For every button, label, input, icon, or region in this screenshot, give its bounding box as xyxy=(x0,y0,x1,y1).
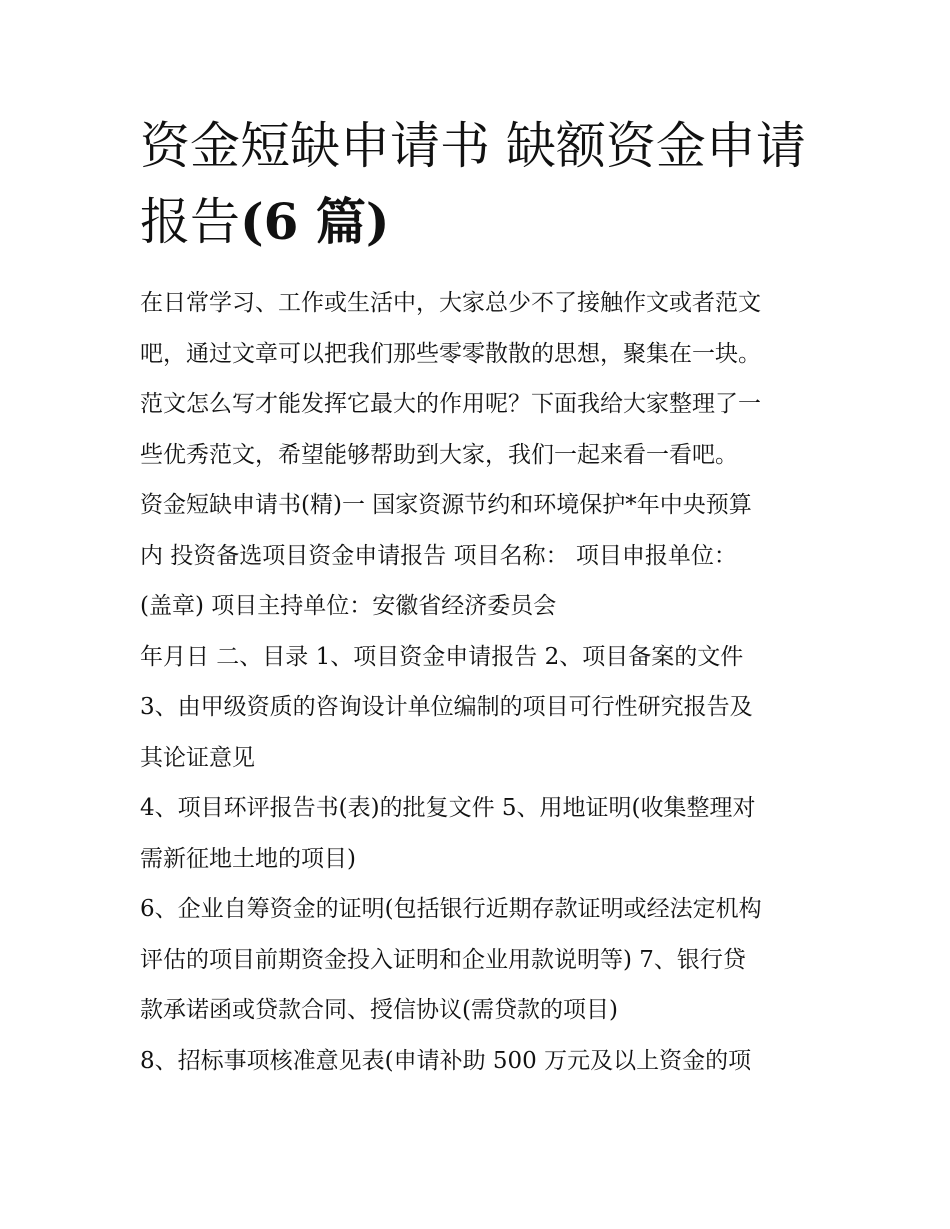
title-line-2-prefix: 报告 xyxy=(140,193,240,251)
body-line: 些优秀范文，希望能够帮助到大家，我们一起来看一看吧。 xyxy=(140,441,738,468)
body-line: 款承诺函或贷款合同、授信协议(需贷款的项目) xyxy=(140,997,618,1023)
body-line: (盖章) 项目主持单位：安徽省经济委员会 xyxy=(140,593,557,619)
body-line: 年月日 二、目录 1、项目资金申请报告 2、项目备案的文件 xyxy=(140,643,744,670)
document-title xyxy=(140,108,820,260)
title-line-2 xyxy=(140,184,820,260)
body-line: 范文怎么写才能发挥它最大的作用呢？下面我给大家整理了一 xyxy=(140,391,761,417)
body-line: 3、由甲级资质的咨询设计单位编制的项目可行性研究报告及 xyxy=(140,694,753,720)
title-line-1: 资金短缺申请书 缺额资金申请 xyxy=(140,117,806,175)
body-line: 其论证意见 xyxy=(140,744,255,771)
body-line: 吧，通过文章可以把我们那些零零散散的思想，聚集在一块。 xyxy=(140,340,761,367)
body-line: 需新征地土地的项目) xyxy=(140,845,356,872)
body-line: 4、项目环评报告书(表)的批复文件 5、用地证明(收集整理对 xyxy=(140,795,756,821)
body-line: 资金短缺申请书(精)一 国家资源节约和环境保护*年中央预算 xyxy=(140,492,752,518)
body-line: 内 投资备选项目资金申请报告 项目名称： 项目申报单位： xyxy=(140,542,737,569)
title-line-2-suffix: (6 篇) xyxy=(240,192,390,251)
document-body xyxy=(140,278,820,1086)
body-line: 6、企业自筹资金的证明(包括银行近期存款证明或经法定机构 xyxy=(140,896,762,922)
body-line: 评估的项目前期资金投入证明和企业用款说明等) 7、银行贷 xyxy=(140,946,746,973)
body-line: 在日常学习、工作或生活中，大家总少不了接触作文或者范文 xyxy=(140,290,761,316)
body-line: 8、招标事项核准意见表(申请补助 500 万元及以上资金的项 xyxy=(140,1047,752,1074)
document-page xyxy=(140,108,820,1086)
